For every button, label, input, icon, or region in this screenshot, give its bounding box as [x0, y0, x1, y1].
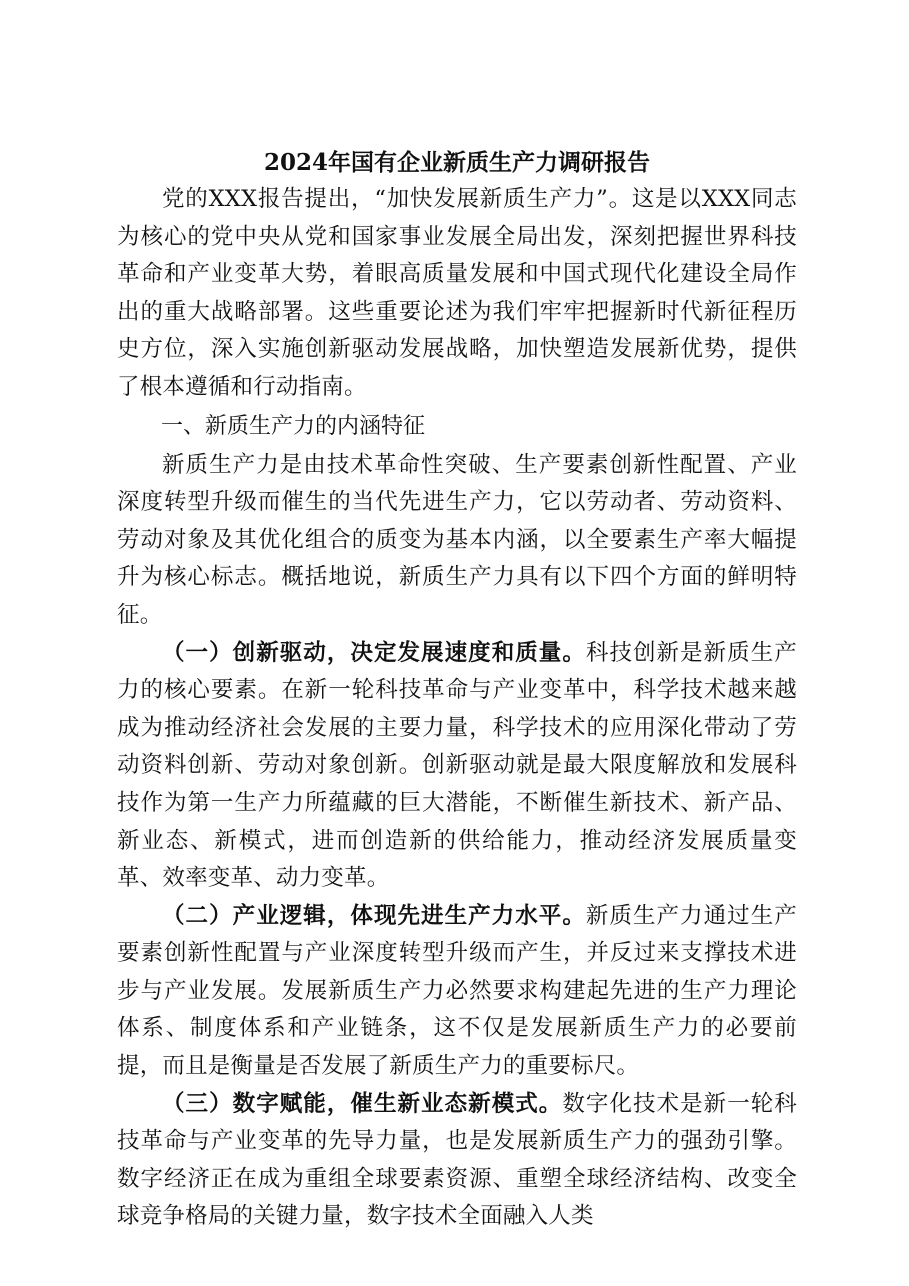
- point-heading-3: （三）数字赋能，催生新业态新模式。: [162, 1090, 563, 1117]
- intro-paragraph: 党的XXX报告提出，“加快发展新质生产力”。这是以XXX同志为核心的党中央从党和国家事业发展全局出发，深刻把握世界科技革命和产业变革大势，着眼高质量发展和中国式现代化建设全局作出的重大战略部署。这些重要论述为我们牢牢把握新时代新征程历史方位，深入实施创新驱动发展战略，加快塑造发展新优势，提供了根本遵循和行动指南。: [117, 186, 797, 400]
- section-heading: 一、新质生产力的内涵特征: [161, 413, 426, 439]
- point-text-3: 数字化技术是新一轮科技革命与产业变革的先导力量，也是发展新质生产力的强劲引擎。数字经济正在成为重组全球要素资源、重塑全球经济结构、改变全球竞争格局的关键力量，数字技术全面融入人类: [117, 1090, 797, 1230]
- document-page: [117, 145, 797, 1236]
- section-body-paragraph: 新质生产力是由技术革命性突破、生产要素创新性配置、产业深度转型升级而催生的当代先进生产力，它以劳动者、劳动资料、劳动对象及其优化组合的质变为基本内涵，以全要素生产率大幅提升为核心标志。概括地说，新质生产力具有以下四个方面的鲜明特征。: [117, 451, 797, 628]
- point-text-2: 新质生产力通过生产要素创新性配置与产业深度转型升级而产生，并反过来支撑技术进步与产业发展。发展新质生产力必然要求构建起先进的生产力理论体系、制度体系和产业链条，这不仅是发展新质生产力的必要前提，而且是衡量是否发展了新质生产力的重要标尺。: [117, 902, 797, 1080]
- document-title: 2024年国有企业新质生产力调研报告: [263, 149, 650, 176]
- point-paragraph-2: [117, 898, 797, 1086]
- point-text-1: 科技创新是新质生产力的核心要素。在新一轮科技革命与产业变革中，科学技术越来越成为推动经济社会发展的主要力量，科学技术的应用深化带动了劳动资料创新、劳动对象创新。创新驱动就是最大限度解放和发展科技作为第一生产力所蕴藏的巨大潜能，不断催生新技术、新产品、新业态、新模式，进而创造新的供给能力，推动经济发展质量变革、效率变革、动力变革。: [117, 639, 797, 892]
- point-paragraph-3: [117, 1086, 797, 1236]
- point-heading-2: （二）产业逻辑，体现先进生产力水平。: [162, 902, 586, 929]
- point-heading-1: （一）创新驱动，决定发展速度和质量。: [162, 639, 586, 666]
- point-paragraph-1: [117, 635, 797, 898]
